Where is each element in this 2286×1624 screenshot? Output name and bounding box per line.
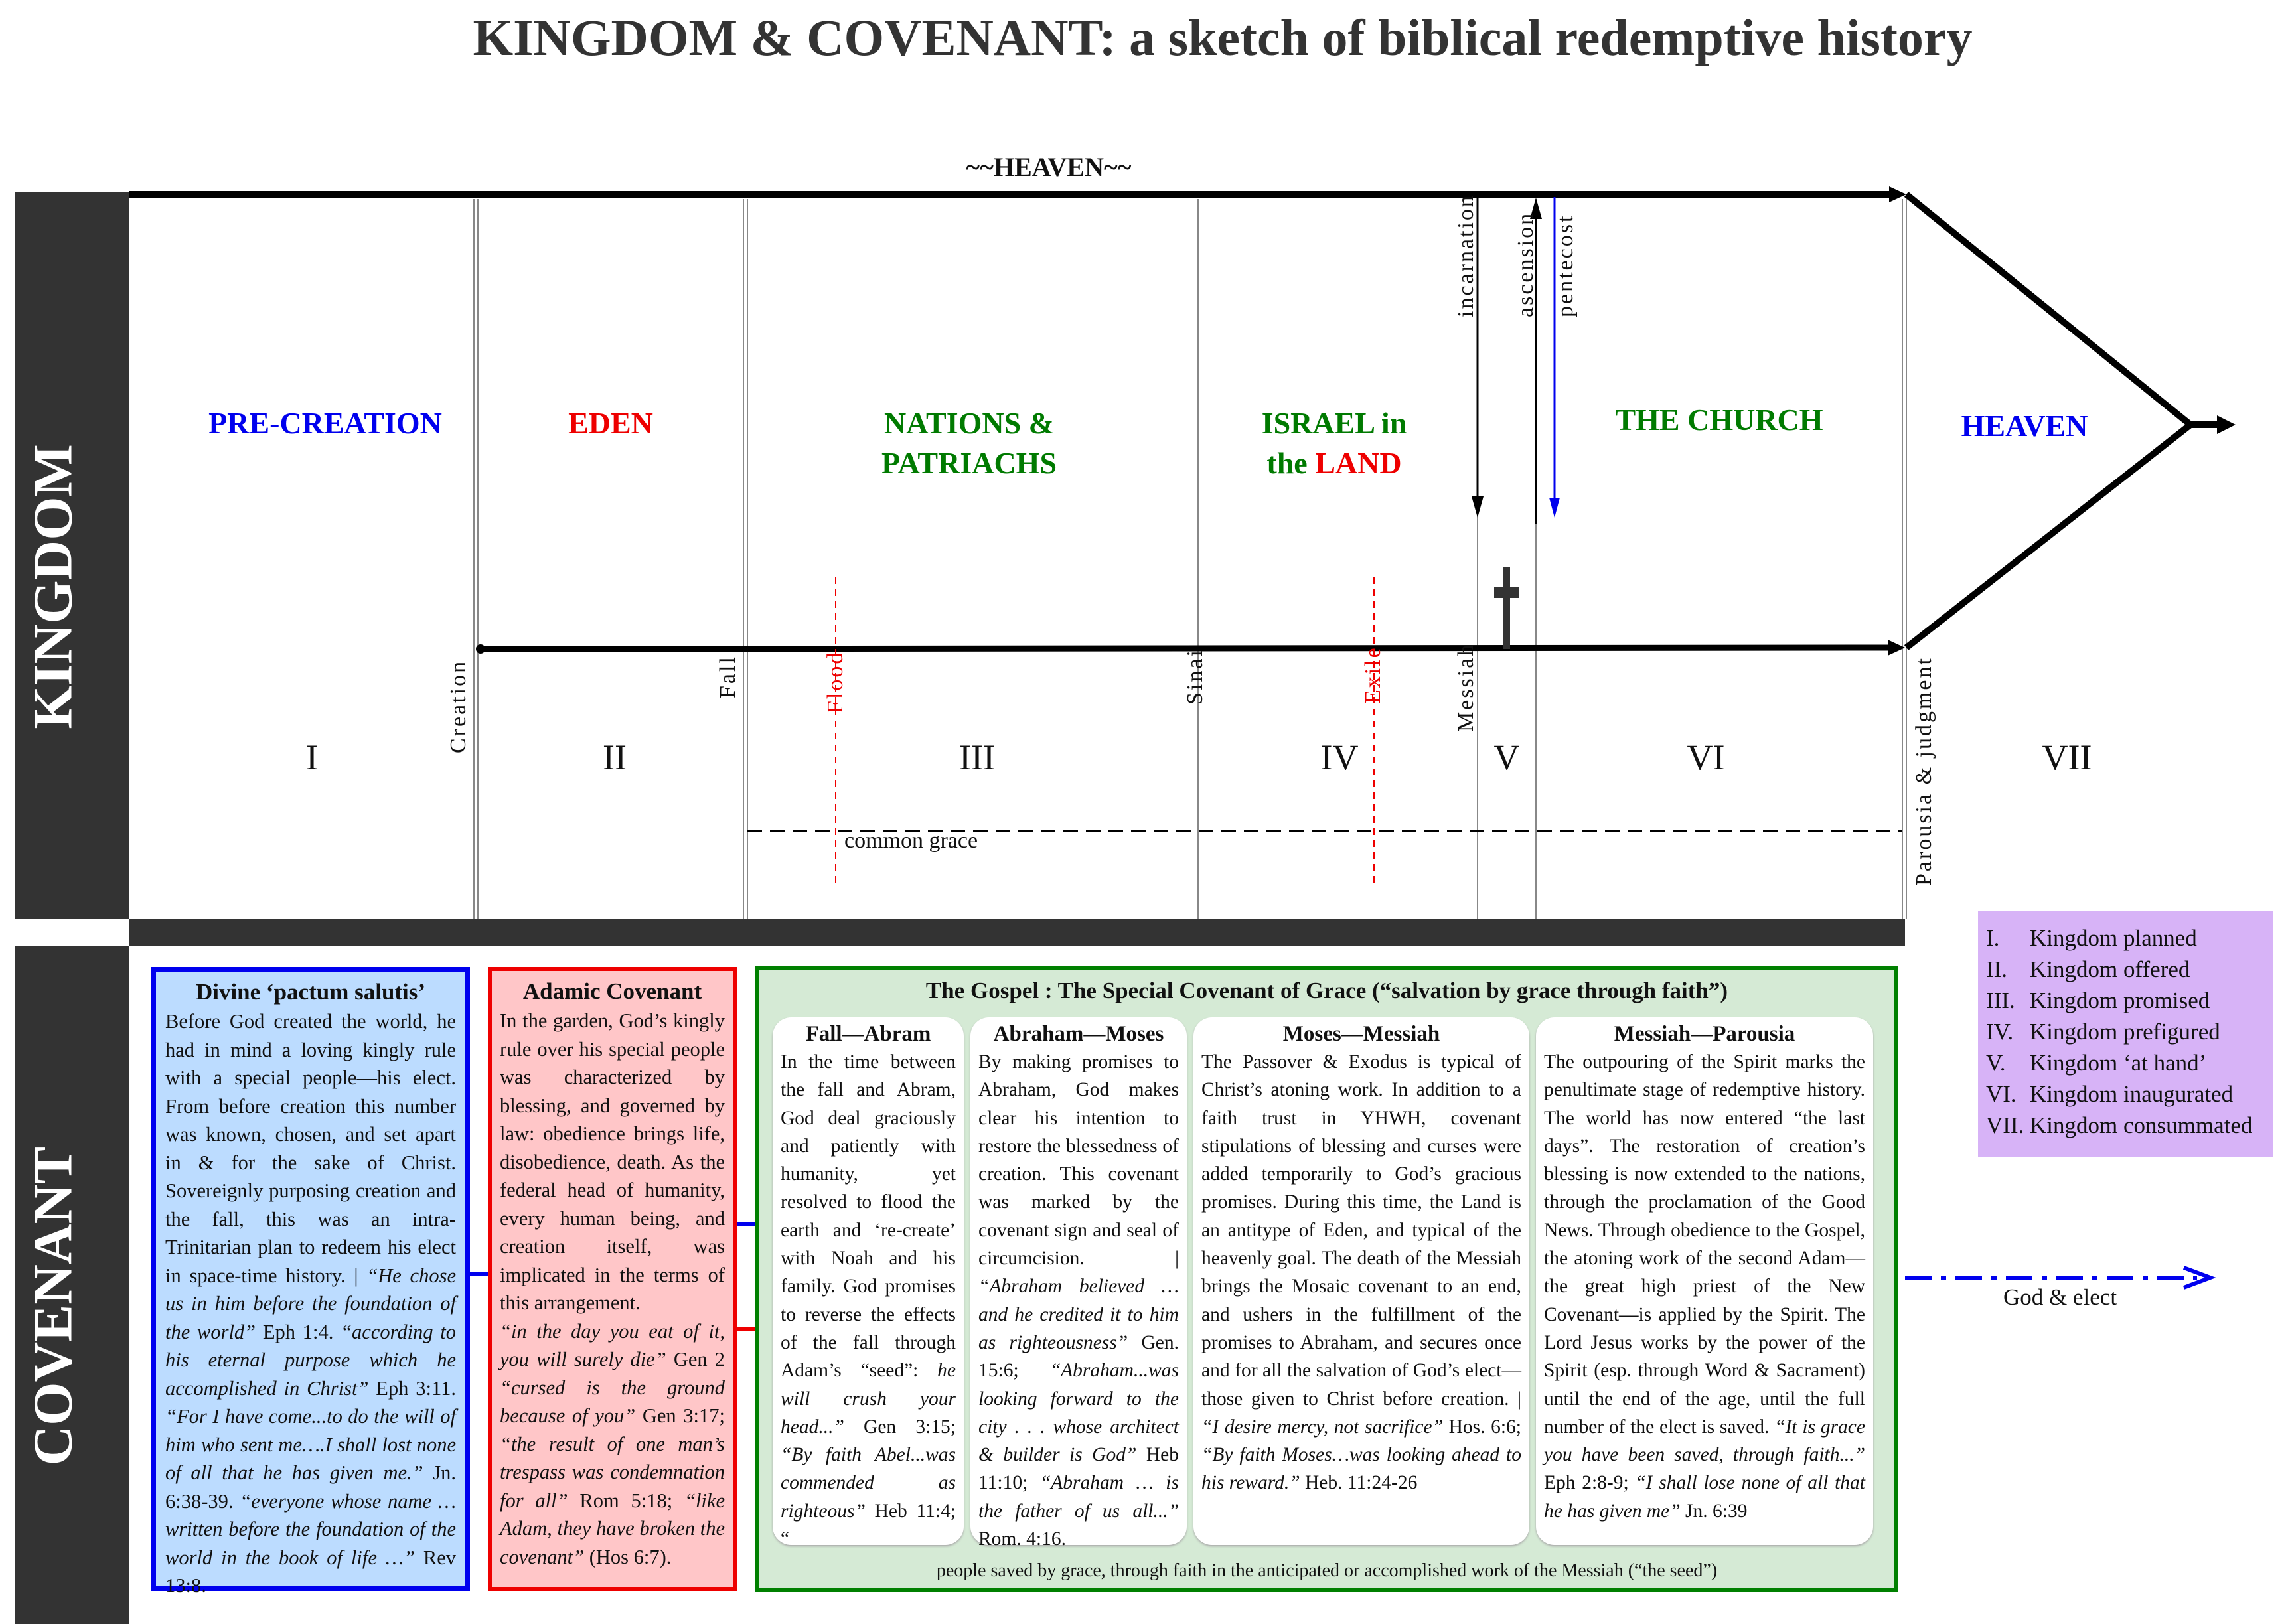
event-exile: Exile <box>1361 646 1385 703</box>
legend-item <box>1978 1110 2273 1141</box>
period-card-body <box>781 1048 956 1553</box>
gospel-covenant-box <box>755 966 1898 1592</box>
pactum-ref: Eph 1:4. <box>256 1320 341 1343</box>
period-ref: Eph 2:8-9; <box>1544 1472 1636 1494</box>
legend-text: Kingdom prefigured <box>2030 1019 2220 1045</box>
period-ref: Jn. 6:39 <box>1680 1500 1748 1522</box>
period-numeral-5: V <box>1493 737 1520 777</box>
gospel-title: The Gospel : The Special Covenant of Grace (“salvation by grace through faith”) <box>925 978 1728 1003</box>
legend-text: Kingdom consummated <box>2030 1112 2253 1138</box>
event-creation: Creation <box>446 659 471 753</box>
period-text: The Passover & Exodus is typical of Christ’s atoning work. In addition to a faith trust in YHWH, covenant stipulations of blessing and curses were added temporarily to God’s gracious promises. During this time, the Land is an antitype of Eden, and typical of the heavenly goal. The death of the Messiah brings the Mosaic covenant to an end, and ushers in the fulfillment of the promises to Abraham, and secures once and for all the salvation of God’s elect—those given to Christ before creation. | <box>1201 1051 1521 1410</box>
period-quote: “I desire mercy, not sacrifice” <box>1201 1416 1443 1438</box>
period-text: In the time between the fall and Abram, God deal graciously and patiently with humanity, yet resolved to flood the earth and ‘re-create’ with Noah and his family. God promises to reverse the effects of the fall through Adam’s “seed”: <box>781 1051 956 1382</box>
legend-item <box>1978 923 2273 954</box>
period-ref: Gen. 15:6; <box>978 1331 1179 1382</box>
adamic-quote: “in the day you eat of it, you will surely die” <box>500 1319 725 1370</box>
period-dividers <box>474 199 1906 919</box>
period-quote: “Abraham … is the father of us all...” <box>978 1472 1179 1522</box>
common-grace-label: common grace <box>844 828 978 853</box>
period-card-title: Abraham—Moses <box>993 1022 1164 1046</box>
period-quote: “Abraham...was looking forward to the city . . . whose architect & builder is God” <box>978 1360 1179 1466</box>
era-nations-patriachs <box>830 404 1108 483</box>
pactum-ref: Rev 13:8. <box>165 1546 456 1597</box>
era-israel-line2 <box>1235 443 1434 483</box>
period-ref: Hos. 6:6; <box>1443 1416 1521 1438</box>
period-card-abraham-moses <box>970 1017 1187 1550</box>
period-numeral-4: IV <box>1320 737 1359 777</box>
period-quote: he will crush your head...” <box>781 1360 956 1438</box>
legend-item <box>1978 1078 2273 1110</box>
era-nations-line2: PATRIACHS <box>881 446 1057 480</box>
pactum-title: Divine ‘pactum salutis’ <box>195 979 426 1005</box>
legend-num: VI. <box>1986 1081 2017 1107</box>
legend-text: Kingdom planned <box>2030 925 2197 951</box>
adamic-covenant-box <box>488 967 737 1591</box>
gospel-footer: people saved by grace, through faith in the anticipated or accomplished work of the Messiah (“the seed”) <box>936 1560 1718 1581</box>
era-israel-land-word: LAND <box>1315 446 1402 480</box>
adamic-quote: “cursed is the ground because of you” <box>500 1376 725 1427</box>
event-parousia-judgment: Parousia & judgment <box>1912 656 1936 886</box>
legend-text: Kingdom offered <box>2030 956 2190 982</box>
era-heaven: HEAVEN <box>1961 409 2088 443</box>
adamic-title: Adamic Covenant <box>522 978 702 1004</box>
era-israel-line1: ISRAEL in <box>1261 406 1407 440</box>
pactum-ref: Eph 3:11. <box>368 1376 456 1400</box>
adamic-body <box>500 1007 725 1571</box>
event-sinai: Sinai <box>1183 648 1207 705</box>
pactum-quote: “He chose us in him before the foundation of the world” <box>165 1264 456 1343</box>
era-pre-creation: PRE-CREATION <box>208 406 442 440</box>
adamic-ref: Rom 5:18; <box>568 1489 684 1512</box>
adamic-quote: “like Adam, they have broken the covenant” <box>500 1489 725 1568</box>
period-card-moses-messiah <box>1193 1017 1529 1545</box>
pactum-quote: “For I have come...to do the will of him who sent me….I shall lost none of all that he has given me.” <box>165 1405 456 1484</box>
legend-item <box>1978 1016 2273 1047</box>
pactum-salutis-box <box>151 967 470 1597</box>
period-quote: “By faith Abel...was commended as righteous” <box>781 1444 956 1522</box>
period-numeral-3: III <box>959 737 995 777</box>
adamic-quote: “the result of one man’s trespass was condemnation for all” <box>500 1432 725 1512</box>
period-card-body <box>978 1048 1179 1553</box>
legend-text: Kingdom inaugurated <box>2030 1081 2234 1107</box>
era-nations-line1: NATIONS & <box>883 406 1054 440</box>
adamic-text: In the garden, God’s kingly rule over his special people was characterized by blessing, and governed by law: obedience brings life, disobedience, death. As the federal head of humanity, every human being, and creation itself, was implicated in the terms of this arrangement. <box>500 1009 725 1314</box>
legend-text: Kingdom ‘at hand’ <box>2030 1050 2207 1076</box>
pactum-text: Before God created the world, he had in mind a loving kingly rule with a special people—his elect. From before creation this number was known, chosen, and set apart in & for the sake of Christ. Sovereignly purposing creation and the fall, this was an intra-Trinitarian plan to redeem his elect in space-time history. | <box>165 1010 456 1287</box>
god-elect-label: God & elect <box>2003 1284 2117 1310</box>
period-ref: Gen 3:15; <box>844 1416 956 1438</box>
event-pentecost: pentecost <box>1553 214 1578 317</box>
legend-num: III. <box>1986 988 2015 1013</box>
cross-icon <box>1503 567 1510 649</box>
pactum-quote: “everyone whose name … written before the foundation of the world in the book of life …” <box>165 1489 456 1569</box>
event-incarnation: incarnation <box>1454 194 1478 317</box>
era-israel-land <box>1235 404 1434 483</box>
legend-num: V. <box>1986 1050 2006 1076</box>
period-quote: “Abraham believed … and he credited it to him as righteousness” <box>978 1276 1179 1353</box>
legend-num: II. <box>1986 956 2008 982</box>
legend-item <box>1978 954 2273 985</box>
period-numeral-1: I <box>306 737 318 777</box>
heaven-top-label: ~~HEAVEN~~ <box>966 152 1132 182</box>
period-quote: “It is grace you have been saved, through faith...” <box>1544 1416 1865 1466</box>
period-card-fall-abram <box>773 1017 964 1550</box>
period-numeral-2: II <box>603 737 627 777</box>
pactum-quote: “according to his eternal purpose which he accomplished in Christ” <box>165 1320 456 1400</box>
event-flood: Flood <box>823 650 848 713</box>
period-quote: “I shall lose none of all that he has given me” <box>1544 1472 1865 1522</box>
legend-item <box>1978 985 2273 1016</box>
period-ref: Heb 11:4; “ <box>781 1500 956 1550</box>
event-fall: Fall <box>716 655 740 698</box>
heaven-line-arrowhead <box>1889 186 1906 202</box>
period-text: By making promises to Abraham, God makes clear his intention to restore the blessedness of creation. This covenant was marked by the covenant sign and seal of circumcision. | <box>978 1051 1179 1270</box>
legend-text: Kingdom promised <box>2030 988 2210 1013</box>
period-card-title: Messiah—Parousia <box>1614 1022 1795 1046</box>
period-card-title: Fall—Abram <box>805 1022 931 1046</box>
era-israel-the: the <box>1266 446 1316 480</box>
eternity-arrowhead <box>2217 415 2236 434</box>
adamic-ref: Gen 2 <box>666 1348 725 1370</box>
period-numeral-7: VII <box>2042 737 2092 777</box>
adamic-ref: (Hos 6:7). <box>584 1545 672 1568</box>
event-messiah: Messiah <box>1454 642 1478 732</box>
covenant-side-label: COVENANT <box>22 1146 84 1466</box>
legend-item <box>1978 1047 2273 1078</box>
pactum-ref: Jn. 6:38-39. <box>165 1461 456 1513</box>
period-card-body <box>1544 1048 1865 1525</box>
period-ref: Rom. 4:16. <box>978 1528 1066 1550</box>
period-quote: “By faith Moses…was looking ahead to his reward.” <box>1201 1444 1521 1494</box>
era-eden: EDEN <box>568 406 653 440</box>
period-numeral-6: VI <box>1687 737 1725 777</box>
title-text: KINGDOM & COVENANT: a sketch of biblical redemptive history <box>473 9 1973 66</box>
legend-num: IV. <box>1986 1019 2014 1045</box>
kingdom-legend <box>1978 911 2273 1157</box>
adamic-ref: Gen 3:17; <box>635 1404 725 1427</box>
legend-num: VII. <box>1986 1112 2024 1138</box>
period-ref: Heb 11:10; <box>978 1444 1179 1494</box>
era-the-church: THE CHURCH <box>1615 403 1823 437</box>
period-ref: Heb. 11:24-26 <box>1300 1472 1418 1494</box>
event-ascension: ascension <box>1513 211 1538 317</box>
kingdom-side-label: KINGDOM <box>22 444 84 729</box>
period-text: The outpouring of the Spirit marks the penultimate stage of redemptive history. The world has now entered “the last days”. The restoration of creation’s blessing is now extended to the nations, through the proclamation of the Good News. Through obedience to the Gospel, the atoning work of the second Adam—the great high priest of the New Covenant—is applied by the Spirit. The Lord Jesus works by the power of the Spirit (esp. through Word & Sacrament) until the end of the age, until the full number of the elect is saved. <box>1544 1051 1865 1438</box>
legend-num: I. <box>1986 925 2000 951</box>
period-card-body <box>1201 1048 1521 1497</box>
period-card-title: Moses—Messiah <box>1282 1022 1440 1046</box>
pactum-body <box>165 1007 456 1600</box>
period-card-messiah-parousia <box>1536 1017 1873 1545</box>
